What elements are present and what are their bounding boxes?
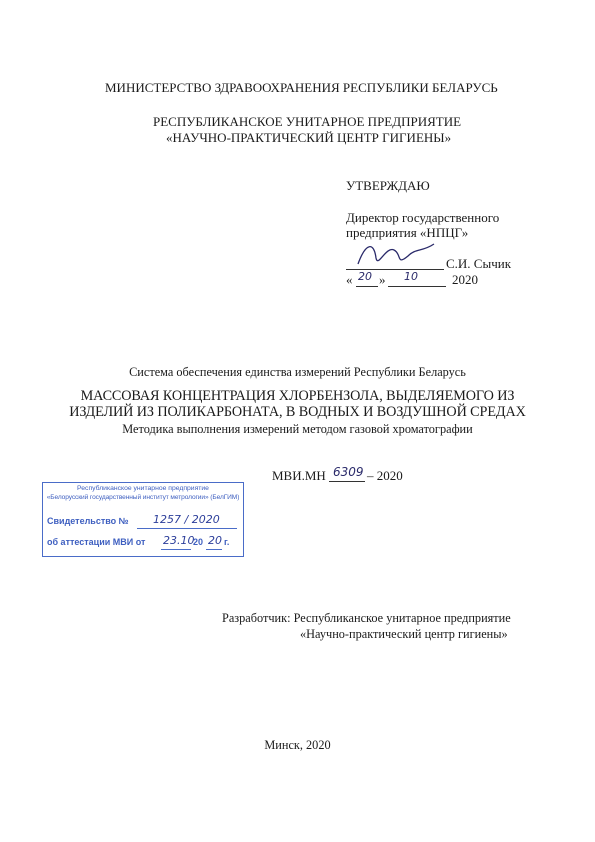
stamp-cert-value: 1257 / 2020 <box>153 513 220 526</box>
stamp-suffix: г. <box>224 537 230 547</box>
stamp-date-underline <box>161 549 191 550</box>
date-year: 2020 <box>452 272 478 287</box>
certification-stamp <box>42 482 244 557</box>
designation-suffix: – 2020 <box>367 468 403 483</box>
ministry-heading: МИНИСТЕРСТВО ЗДРАВООХРАНЕНИЯ РЕСПУБЛИКИ БЕЛАРУСЬ <box>105 80 498 95</box>
document-subtitle: Методика выполнения измерений методом газовой хроматографии <box>122 422 473 436</box>
document-title-line-2: ИЗДЕЛИЙ ИЗ ПОЛИКАРБОНАТА, В ВОДНЫХ И ВОЗДУШНОЙ СРЕДАХ <box>69 404 526 420</box>
footer-city-year: Минск, 2020 <box>264 738 331 752</box>
stamp-year-prefix: 20 <box>193 537 204 547</box>
developer-line-1: Разработчик: Республиканское унитарное предприятие <box>222 611 511 625</box>
designation-number: 6309 <box>333 465 364 479</box>
date-day-handwritten: 20 <box>358 270 372 283</box>
approval-signatory: С.И. Сычик <box>446 256 512 271</box>
designation-underline <box>329 481 365 482</box>
date-month-handwritten: 10 <box>404 270 418 283</box>
stamp-line-2: «Белорусский государственный институт метрологии» (БелГИМ) <box>46 494 240 501</box>
date-close-quote: » <box>379 272 386 287</box>
system-line: Система обеспечения единства измерений Республики Беларусь <box>129 365 466 379</box>
approval-title: УТВЕРЖДАЮ <box>346 178 430 193</box>
date-open-quote: « <box>346 272 353 287</box>
approval-position-1: Директор государственного <box>346 210 500 225</box>
stamp-attest-date: 23.10 <box>163 534 195 547</box>
developer-line-2: «Научно-практический центр гигиены» <box>300 627 508 641</box>
document-title-line-1: МАССОВАЯ КОНЦЕНТРАЦИЯ ХЛОРБЕНЗОЛА, ВЫДЕЛЯЕМОГО ИЗ <box>80 388 515 404</box>
signature-scribble <box>352 236 440 272</box>
stamp-cert-underline <box>137 528 237 529</box>
stamp-line-1: Республиканское унитарное предприятие <box>77 485 209 492</box>
stamp-cert-label: Свидетельство № <box>47 516 129 526</box>
stamp-attest-year: 20 <box>208 534 222 547</box>
stamp-attest-label: об аттестации МВИ от <box>47 537 146 547</box>
stamp-year-underline <box>206 549 222 550</box>
enterprise-line-1: РЕСПУБЛИКАНСКОЕ УНИТАРНОЕ ПРЕДПРИЯТИЕ <box>153 114 462 129</box>
approval-position-2: предприятия «НПЦГ» <box>346 225 469 240</box>
date-month-underline <box>388 286 446 287</box>
enterprise-line-2: «НАУЧНО-ПРАКТИЧЕСКИЙ ЦЕНТР ГИГИЕНЫ» <box>166 130 452 145</box>
date-day-underline <box>356 286 378 287</box>
designation-prefix: МВИ.МН <box>272 468 326 483</box>
